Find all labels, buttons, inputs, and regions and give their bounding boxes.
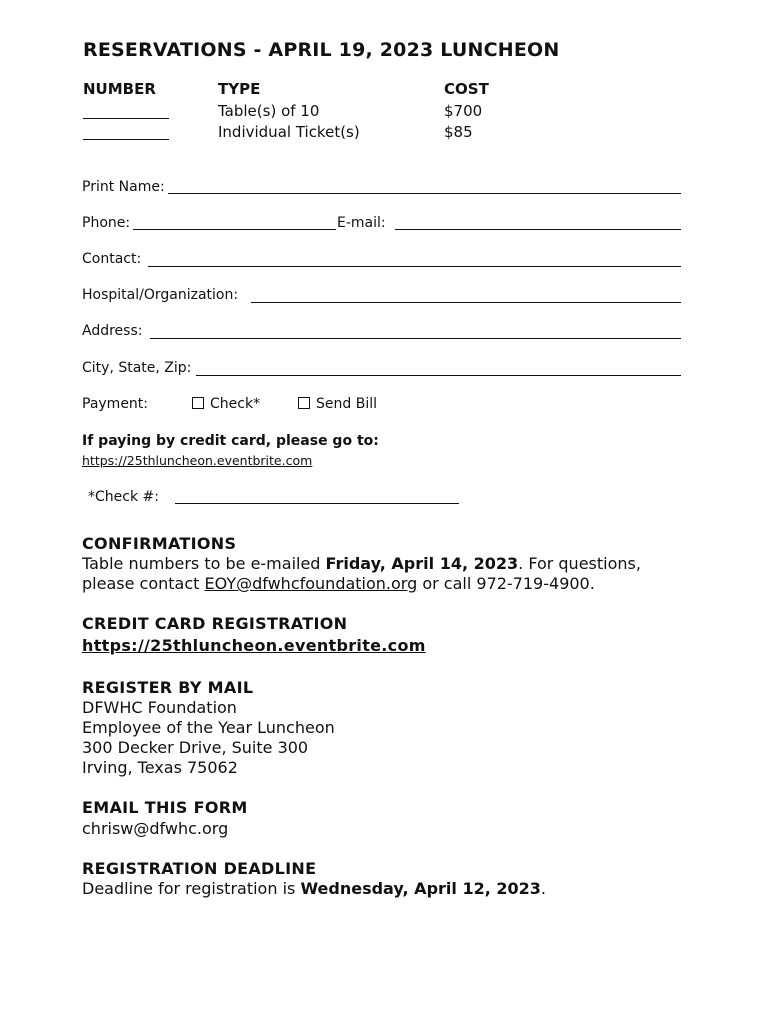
payment-label: Payment:	[82, 396, 149, 412]
confirmations-text: Table numbers to be e-mailed Friday, April 14, 2023. For questions,	[82, 554, 641, 573]
phone-label: Phone:	[82, 215, 131, 231]
page-title: RESERVATIONS - APRIL 19, 2023 LUNCHEON	[83, 39, 560, 61]
phone-field[interactable]	[133, 229, 336, 230]
address-label: Address:	[82, 323, 143, 339]
individual-quantity-input[interactable]	[83, 125, 169, 140]
contact-field[interactable]	[148, 266, 681, 267]
credit-registration-link[interactable]: https://25thluncheon.eventbrite.com	[82, 636, 426, 655]
credit-card-link[interactable]: https://25thluncheon.eventbrite.com	[82, 453, 313, 468]
print-name-label: Print Name:	[82, 179, 165, 195]
send-bill-option[interactable]	[298, 396, 377, 412]
mail-heading: REGISTER BY MAIL	[82, 678, 254, 697]
credit-card-heading: If paying by credit card, please go to:	[82, 433, 379, 449]
city-state-zip-field[interactable]	[196, 375, 681, 376]
type-header: TYPE	[218, 80, 261, 98]
email-form-heading: EMAIL THIS FORM	[82, 798, 248, 817]
checkbox-icon[interactable]	[298, 397, 310, 409]
table-quantity-input[interactable]	[83, 104, 169, 119]
email-form-address: chrisw@dfwhc.org	[82, 819, 229, 838]
checkbox-icon[interactable]	[192, 397, 204, 409]
mail-line: DFWHC Foundation	[82, 698, 237, 717]
city-state-zip-label: City, State, Zip:	[82, 360, 192, 376]
check-number-label: *Check #:	[88, 489, 159, 505]
credit-registration-heading: CREDIT CARD REGISTRATION	[82, 614, 348, 633]
mail-line: Irving, Texas 75062	[82, 758, 238, 777]
check-option-label: Check*	[210, 396, 261, 412]
ticket-type: Table(s) of 10	[218, 102, 320, 120]
send-bill-label: Send Bill	[316, 396, 377, 412]
email-field[interactable]	[395, 229, 681, 230]
email-label: E-mail:	[337, 215, 386, 231]
confirmations-email-link[interactable]: EOY@dfwhcfoundation.org	[204, 574, 418, 593]
deadline-text: Deadline for registration is Wednesday, April 12, 2023.	[82, 879, 546, 898]
ticket-type: Individual Ticket(s)	[218, 123, 360, 141]
ticket-cost: $85	[444, 123, 473, 141]
print-name-field[interactable]	[168, 193, 681, 194]
ticket-cost: $700	[444, 102, 483, 120]
confirmations-contact: please contact EOY@dfwhcfoundation.org or call 972-719-4900.	[82, 574, 595, 593]
hospital-field[interactable]	[251, 302, 681, 303]
confirmations-heading: CONFIRMATIONS	[82, 534, 237, 553]
hospital-label: Hospital/Organization:	[82, 287, 239, 303]
check-option[interactable]	[192, 396, 260, 412]
contact-label: Contact:	[82, 251, 142, 267]
mail-line: 300 Decker Drive, Suite 300	[82, 738, 309, 757]
address-field[interactable]	[150, 338, 681, 339]
deadline-heading: REGISTRATION DEADLINE	[82, 859, 317, 878]
mail-line: Employee of the Year Luncheon	[82, 718, 335, 737]
cost-header: COST	[444, 80, 489, 98]
number-header: NUMBER	[83, 80, 156, 98]
check-number-field[interactable]	[175, 503, 459, 504]
